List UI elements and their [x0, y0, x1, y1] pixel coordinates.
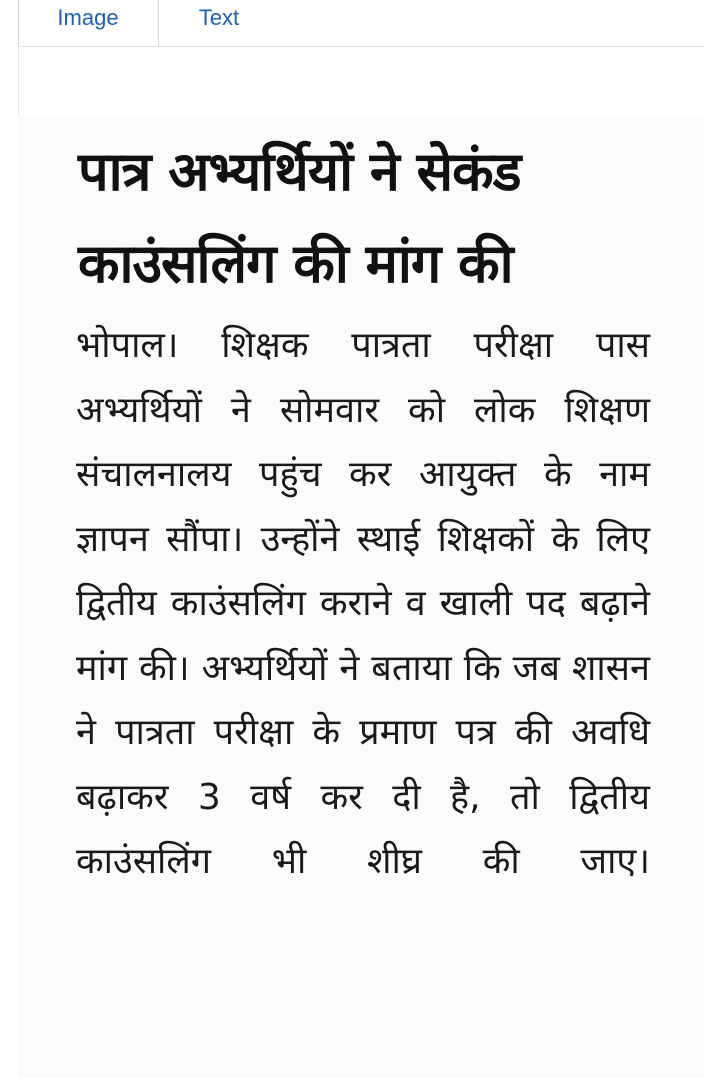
- tab-text[interactable]: Text: [198, 5, 240, 30]
- article-body: भोपाल। शिक्षक पात्रता परीक्षा पास अभ्यर्थियों ने सोमवार को लोक शिक्षण संचालनालय पहुंच कर आयुक्त के नाम ज्ञापन सौंपा। उन्होंने स्थाई शिक्षकों के लिए द्वितीय काउंसलिंग कराने व खाली पद बढ़ाने मांग की। अभ्यर्थियों ने बताया कि जब शासन ने पात्रता परीक्षा के प्रमाण पत्र की अवधि बढ़ाकर 3 वर्ष कर दी है, तो द्वितीय काउंसलिंग भी शीघ्र की जाए।: [76, 325, 650, 882]
- newspaper-clipping-image: [18, 116, 704, 1078]
- tab-bar: [18, 0, 704, 47]
- tab-image[interactable]: Image: [18, 0, 159, 46]
- article-headline: पात्र अभ्यर्थियों ने सेकंड काउंसलिंग की मांग की: [78, 140, 521, 295]
